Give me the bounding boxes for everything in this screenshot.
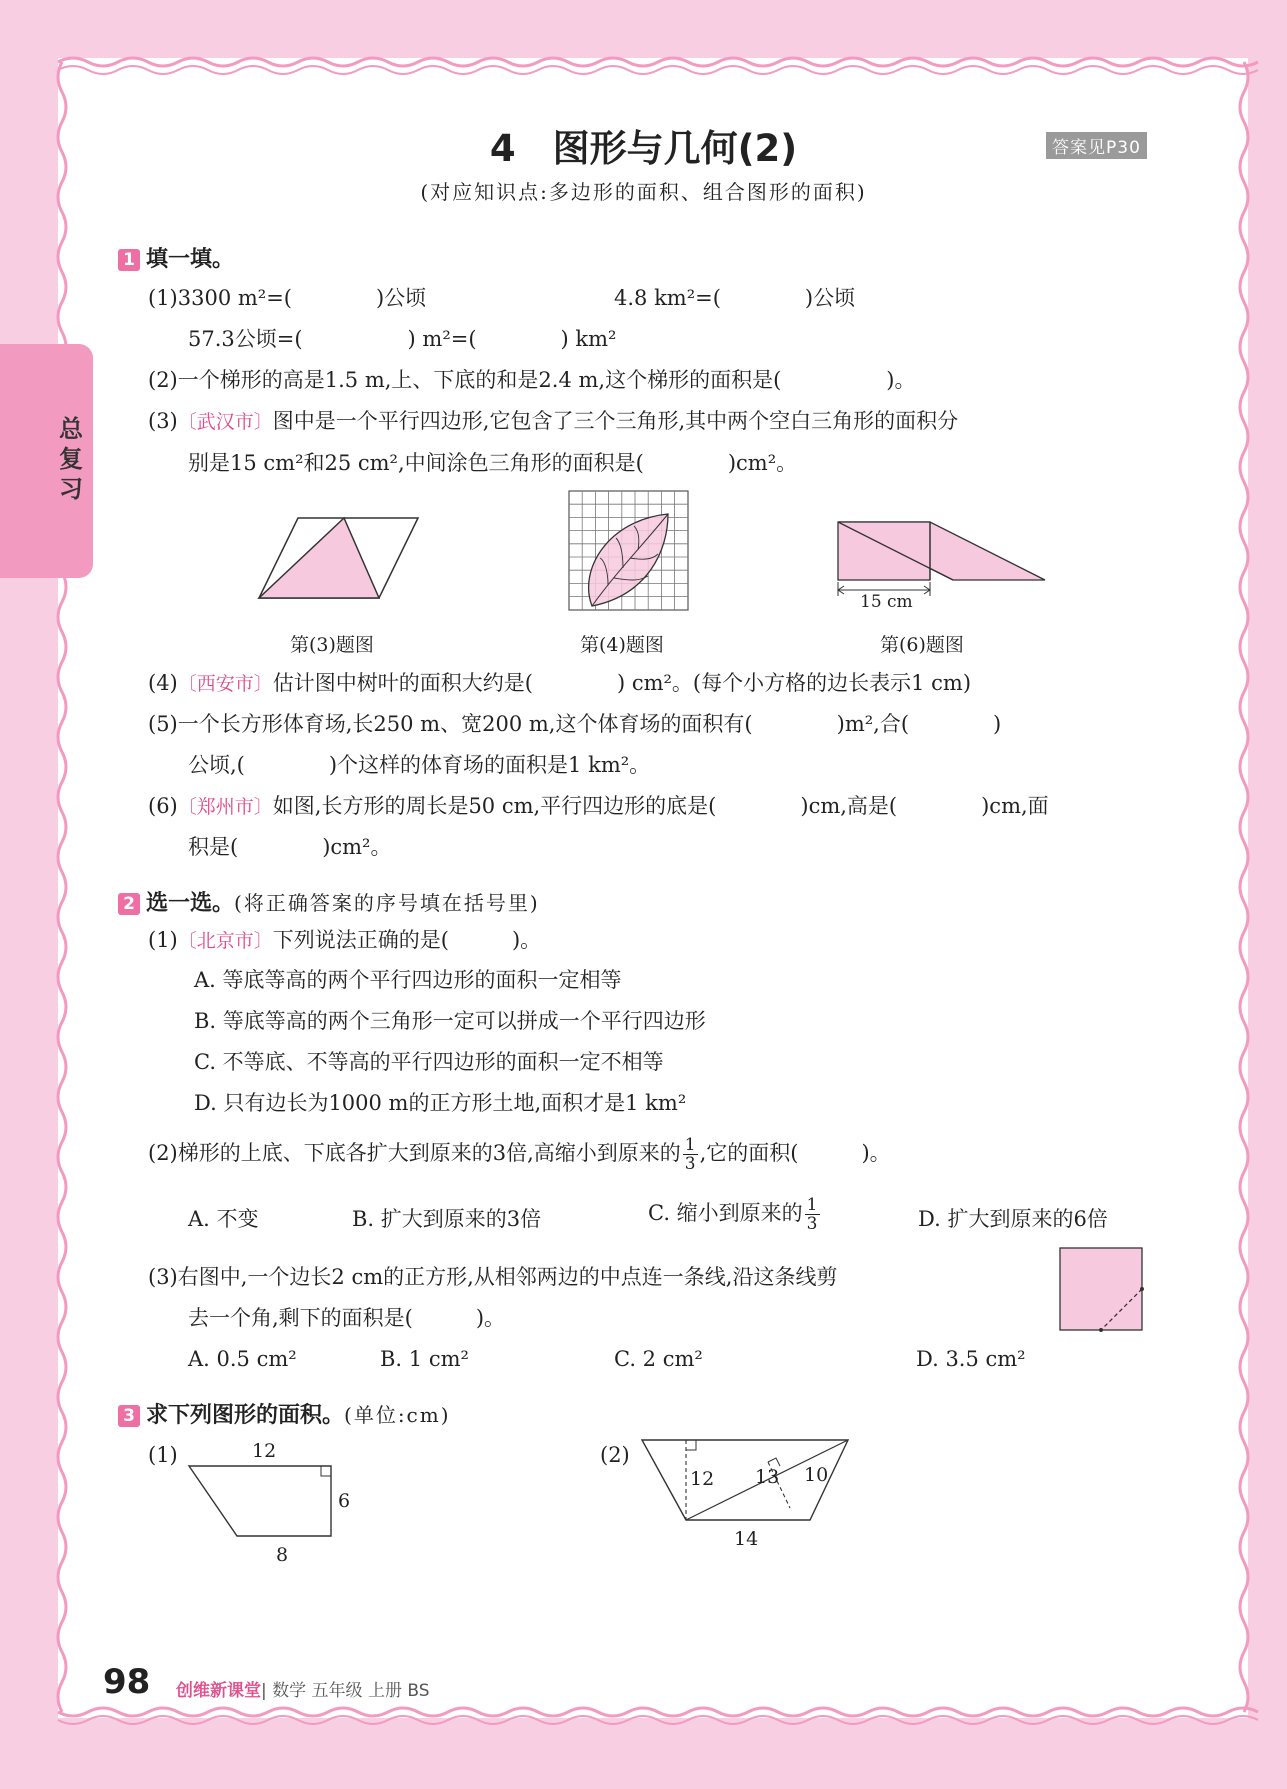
section-1-heading bbox=[118, 242, 234, 273]
s3-fig1-top: 12 bbox=[252, 1440, 277, 1462]
s1-q2: (2)一个梯形的高是1.5 m,上、下底的和是2.4 m,这个梯形的面积是( )。 bbox=[148, 368, 916, 392]
s3-fig2-height: 12 bbox=[690, 1468, 715, 1490]
s2-q2 bbox=[148, 1136, 891, 1173]
s1-q6-line2: 积是( )cm²。 bbox=[188, 835, 392, 859]
fig4-leaf-grid bbox=[568, 490, 690, 612]
s3-fig1-label: (1) bbox=[148, 1443, 178, 1467]
s1-q4 bbox=[148, 668, 971, 699]
s3-fig2-bottom: 14 bbox=[734, 1528, 759, 1550]
fig3-parallelogram bbox=[255, 510, 425, 605]
footer-brand-name: 创维新课堂 bbox=[176, 1681, 261, 1701]
fig3-caption: 第(3)题图 bbox=[290, 634, 374, 656]
s3-fig1-bottom: 8 bbox=[276, 1544, 289, 1566]
s2-q1-prefix: (1) bbox=[148, 928, 178, 952]
s1-q3-text: 图中是一个平行四边形,它包含了三个三角形,其中两个空白三角形的面积分 bbox=[272, 409, 959, 433]
fraction-one-third: $\frac{1}{3}$ bbox=[684, 1135, 696, 1174]
side-tab-label: 总复习 bbox=[59, 415, 83, 503]
s3-fig2-height2: 10 bbox=[804, 1464, 829, 1486]
s2-q2-text-end: ,它的面积( )。 bbox=[699, 1141, 891, 1165]
s2-q1-option-d[interactable]: D. 只有边长为1000 m的正方形土地,面积才是1 km² bbox=[194, 1091, 687, 1115]
s1-q1a: (1)3300 m²=( )公顷 bbox=[148, 286, 427, 310]
s2-q1-city: 〔北京市〕 bbox=[177, 930, 273, 952]
fig6-caption: 第(6)题图 bbox=[880, 634, 964, 656]
s1-q3-prefix: (3) bbox=[148, 409, 178, 433]
s1-q4-city: 〔西安市〕 bbox=[177, 673, 273, 695]
page-title: 4 图形与几何(2) bbox=[489, 127, 798, 170]
s1-q4-prefix: (4) bbox=[148, 671, 178, 695]
fig4-caption: 第(4)题图 bbox=[580, 634, 664, 656]
s1-q5-line2: 公顷,( )个这样的体育场的面积是1 km²。 bbox=[188, 753, 651, 777]
section-2-heading bbox=[118, 886, 540, 917]
s1-q6-text: 如图,长方形的周长是50 cm,平行四边形的底是( )cm,高是( )cm,面 bbox=[272, 794, 1049, 818]
s2-q2-option-c[interactable]: C. 缩小到原来的 $\frac{1}{3}$ bbox=[648, 1195, 818, 1234]
s2-q3: (3)右图中,一个边长2 cm的正方形,从相邻两边的中点连一条线,沿这条线剪 bbox=[148, 1265, 838, 1289]
s2-q1-text: 下列说法正确的是( )。 bbox=[272, 928, 542, 952]
s3-fig2-slant: 13 bbox=[755, 1466, 780, 1488]
s2-q3-option-b[interactable]: B. 1 cm² bbox=[380, 1347, 469, 1371]
s2-q1 bbox=[148, 925, 541, 956]
s3-fig2-label: (2) bbox=[600, 1443, 630, 1467]
section-1-number: 1 bbox=[118, 249, 140, 271]
side-tab[interactable] bbox=[0, 344, 93, 578]
s1-q6 bbox=[148, 791, 1049, 822]
s2-q3-option-d[interactable]: D. 3.5 cm² bbox=[916, 1347, 1026, 1371]
fig6-label: 15 cm bbox=[860, 592, 913, 612]
page-subtitle: (对应知识点:多边形的面积、组合图形的面积) bbox=[420, 180, 867, 204]
section-3-sub: (单位:cm) bbox=[344, 1403, 451, 1427]
s1-q3-line2: 别是15 cm²和25 cm²,中间涂色三角形的面积是( )cm²。 bbox=[188, 451, 798, 475]
s1-q1c: 57.3公顷=( ) m²=( ) km² bbox=[188, 327, 617, 351]
s1-q3 bbox=[148, 406, 958, 437]
section-3-heading bbox=[118, 1398, 451, 1429]
s3-fig1-right: 6 bbox=[338, 1490, 351, 1512]
s2-q3-square-figure bbox=[1058, 1246, 1144, 1332]
s3-fig1-trapezoid bbox=[185, 1462, 335, 1540]
section-3-number: 3 bbox=[118, 1405, 140, 1427]
s2-q3-option-a[interactable]: A. 0.5 cm² bbox=[188, 1347, 297, 1371]
s1-q6-prefix: (6) bbox=[148, 794, 178, 818]
answer-tag: 答案见P30 bbox=[1046, 132, 1147, 159]
s2-q1-option-b[interactable]: B. 等底等高的两个三角形一定可以拼成一个平行四边形 bbox=[194, 1009, 706, 1033]
s2-q2-text: (2)梯形的上底、下底各扩大到原来的3倍,高缩小到原来的 bbox=[148, 1141, 681, 1165]
s2-q1-option-a[interactable]: A. 等底等高的两个平行四边形的面积一定相等 bbox=[194, 968, 622, 992]
s2-q3-option-c[interactable]: C. 2 cm² bbox=[614, 1347, 703, 1371]
section-3-title: 求下列图形的面积。 bbox=[146, 1403, 345, 1428]
s1-q6-city: 〔郑州市〕 bbox=[177, 796, 273, 818]
s1-q3-city: 〔武汉市〕 bbox=[177, 411, 273, 433]
s2-q3-line2: 去一个角,剩下的面积是( )。 bbox=[188, 1306, 506, 1330]
s1-q5: (5)一个长方形体育场,长250 m、宽200 m,这个体育场的面积有( )m²,合( ) bbox=[148, 712, 1002, 736]
page-number: 98 bbox=[103, 1662, 151, 1702]
s1-q4-text: 估计图中树叶的面积大约是( ) cm²。(每个小方格的边长表示1 cm) bbox=[272, 671, 972, 695]
section-2-sub: (将正确答案的序号填在括号里) bbox=[234, 891, 540, 915]
section-2-number: 2 bbox=[118, 893, 140, 915]
s2-q2-option-d[interactable]: D. 扩大到原来的6倍 bbox=[918, 1207, 1108, 1231]
s1-q1b: 4.8 km²=( )公顷 bbox=[614, 286, 856, 310]
fraction-one-third-c: $\frac{1}{3}$ bbox=[806, 1195, 818, 1234]
s2-q2-option-b[interactable]: B. 扩大到原来的3倍 bbox=[352, 1207, 542, 1231]
s2-q2-option-a[interactable]: A. 不变 bbox=[188, 1207, 259, 1231]
footer-info: | 数学 五年级 上册 BS bbox=[261, 1681, 430, 1701]
footer-brand bbox=[176, 1676, 430, 1701]
section-2-title: 选一选。 bbox=[146, 891, 235, 916]
section-1-title: 填一填。 bbox=[146, 247, 235, 272]
s2-q1-option-c[interactable]: C. 不等底、不等高的平行四边形的面积一定不相等 bbox=[194, 1050, 664, 1074]
